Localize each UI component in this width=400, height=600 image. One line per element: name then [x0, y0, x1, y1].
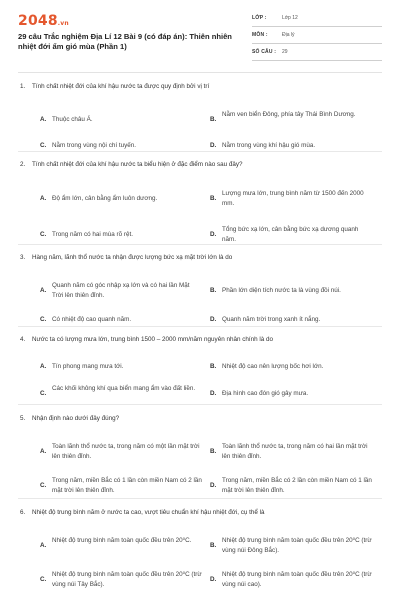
option-letter: C.: [40, 390, 47, 397]
option-letter: B.: [210, 116, 217, 123]
meta-key: MÔN :: [252, 32, 268, 38]
question-text: [18, 508, 382, 517]
meta-value: 29: [282, 49, 288, 55]
document-title: 29 câu Trắc nghiệm Địa Lí 12 Bài 9 (có đáp án): Thiên nhiên nhiệt đới ẩm gió mùa (Phần 1): [18, 32, 232, 51]
option-text: Tổng bức xạ lớn, cân bằng bức xạ dương quanh năm.: [222, 226, 359, 243]
option-letter: D.: [210, 316, 217, 323]
document-header: [0, 0, 400, 66]
option-text: Thuộc châu Á.: [52, 116, 93, 123]
option-text: Nhiệt độ cao nên lượng bốc hơi lớn.: [222, 363, 324, 370]
option-letter: B.: [210, 448, 217, 455]
option-text: Toàn lãnh thổ nước ta, trong năm có một lần mặt trời lên thiên đỉnh.: [52, 443, 200, 460]
question-text: [18, 253, 382, 262]
question-stem: Nhận định nào dưới đây đúng?: [32, 415, 120, 422]
question-stem: Nước ta có lượng mưa lớn, trung bình 1500 – 2000 mm/năm nguyên nhân chính là do: [32, 336, 274, 343]
option-letter: C.: [40, 482, 47, 489]
logo-tld: .vn: [57, 20, 69, 27]
question-separator: [18, 498, 382, 499]
option-letter: D.: [210, 576, 217, 583]
meta-value: Lớp 12: [282, 15, 298, 21]
option-letter: D.: [210, 142, 217, 149]
option-text: Nằm ven biển Đông, phía tây Thái Bình Dương.: [222, 111, 356, 118]
question-1: [18, 82, 382, 149]
option-letter: A.: [40, 542, 47, 549]
question-3: [18, 253, 382, 323]
option-text: Tín phong mang mưa tới.: [52, 363, 124, 370]
option-letter: C.: [40, 316, 47, 323]
option-letter: A.: [40, 287, 47, 294]
question-6: [18, 508, 382, 588]
option-letter: A.: [40, 195, 47, 202]
option-text: Các khối không khí qua biển mang ẩm vào đất liền.: [52, 385, 196, 392]
option-text: Quanh năm có góc nhập xạ lớn và có hai lần Mặt Trời lên thiên đỉnh.: [52, 282, 190, 299]
option-text: Nhiệt độ trung bình năm toàn quốc đều trên 20⁰C (trừ vùng núi cao).: [222, 571, 372, 588]
option-letter: A.: [40, 363, 47, 370]
question-stem: Tính chất nhiệt đới của khí hậu nước ta biểu hiện ở đặc điểm nào sau đây?: [32, 161, 243, 168]
option-text: Trong năm, miền Bắc có 2 lần còn miền Nam có 1 lần mặt trời lên thiên đỉnh.: [222, 477, 372, 494]
option-text: Có nhiệt độ cao quanh năm.: [52, 316, 132, 323]
option-text: Quanh năm trời trong xanh ít nắng.: [222, 316, 321, 323]
meta-value: Địa lý: [282, 32, 295, 38]
option-letter: C.: [40, 576, 47, 583]
meta-row-subject: [252, 29, 382, 44]
site-logo[interactable]: [18, 13, 69, 29]
option-text: Phần lớn diện tích nước ta là vùng đồi núi.: [222, 287, 341, 294]
option-text: Nhiệt độ trung bình năm toàn quốc đều trên 20⁰C (trừ vùng núi Tây Bắc).: [52, 571, 202, 588]
question-text: [18, 414, 382, 423]
logo-main: 2048: [18, 13, 58, 29]
option-text: Lượng mưa lớn, trung bình năm từ 1500 đến 2000 mm.: [222, 190, 364, 207]
option-letter: D.: [210, 390, 217, 397]
question-text: [18, 160, 382, 169]
question-separator: [18, 404, 382, 405]
header-divider: [18, 72, 382, 73]
option-letter: A.: [40, 448, 47, 455]
option-letter: C.: [40, 231, 47, 238]
option-text: Nằm trong vùng nội chí tuyến.: [52, 142, 137, 149]
option-text: Độ ẩm lớn, cân bằng ẩm luôn dương.: [52, 195, 158, 202]
option-text: Toàn lãnh thổ nước ta, trong năm có hai lần mặt trời lên thiên đỉnh.: [222, 443, 368, 460]
question-number: 2.: [20, 161, 26, 168]
question-5: [18, 414, 382, 494]
question-2: [18, 160, 382, 243]
option-letter: D.: [210, 482, 217, 489]
question-separator: [18, 326, 382, 327]
option-letter: C.: [40, 142, 47, 149]
option-letter: D.: [210, 231, 217, 238]
option-letter: A.: [40, 116, 47, 123]
meta-row-grade: [252, 12, 382, 27]
option-letter: B.: [210, 287, 217, 294]
question-stem: Nhiệt độ trung bình năm ở nước ta cao, vượt tiêu chuẩn khí hậu nhiệt đới, cụ thể là: [32, 509, 265, 516]
option-letter: B.: [210, 195, 217, 202]
option-text: Trong năm có hai mùa rõ rệt.: [52, 231, 133, 238]
question-stem: Tính chất nhiệt đới của khí hậu nước ta được quy định bởi vị trí: [32, 83, 210, 90]
option-text: Địa hình cao đón gió gây mưa.: [222, 390, 309, 397]
document-meta: [252, 12, 382, 63]
question-separator: [18, 244, 382, 245]
meta-key: SỐ CÂU :: [252, 49, 277, 55]
question-text: [18, 82, 382, 91]
question-separator: [18, 151, 382, 152]
option-letter: B.: [210, 542, 217, 549]
question-number: 4.: [20, 336, 26, 343]
question-number: 5.: [20, 415, 26, 422]
option-text: Nhiệt độ trung bình năm toàn quốc đều trên 20⁰C (trừ vùng núi Đông Bắc).: [222, 537, 372, 554]
question-stem: Hàng năm, lãnh thổ nước ta nhận được lượng bức xạ mặt trời lớn là do: [32, 254, 233, 261]
question-number: 3.: [20, 254, 26, 261]
meta-key: LỚP :: [252, 15, 267, 21]
question-number: 6.: [20, 509, 26, 516]
question-number: 1.: [20, 83, 26, 90]
question-text: [18, 335, 382, 344]
question-4: [18, 335, 382, 397]
meta-row-count: [252, 46, 382, 61]
option-text: Nằm trong vùng khí hậu gió mùa.: [222, 142, 316, 149]
option-text: Trong năm, miền Bắc có 1 lần còn miền Nam có 2 lần mặt trời lên thiên đỉnh.: [52, 477, 202, 494]
option-letter: B.: [210, 363, 217, 370]
option-text: Nhiệt độ trung bình năm toàn quốc đều trên 20⁰C.: [52, 537, 192, 544]
